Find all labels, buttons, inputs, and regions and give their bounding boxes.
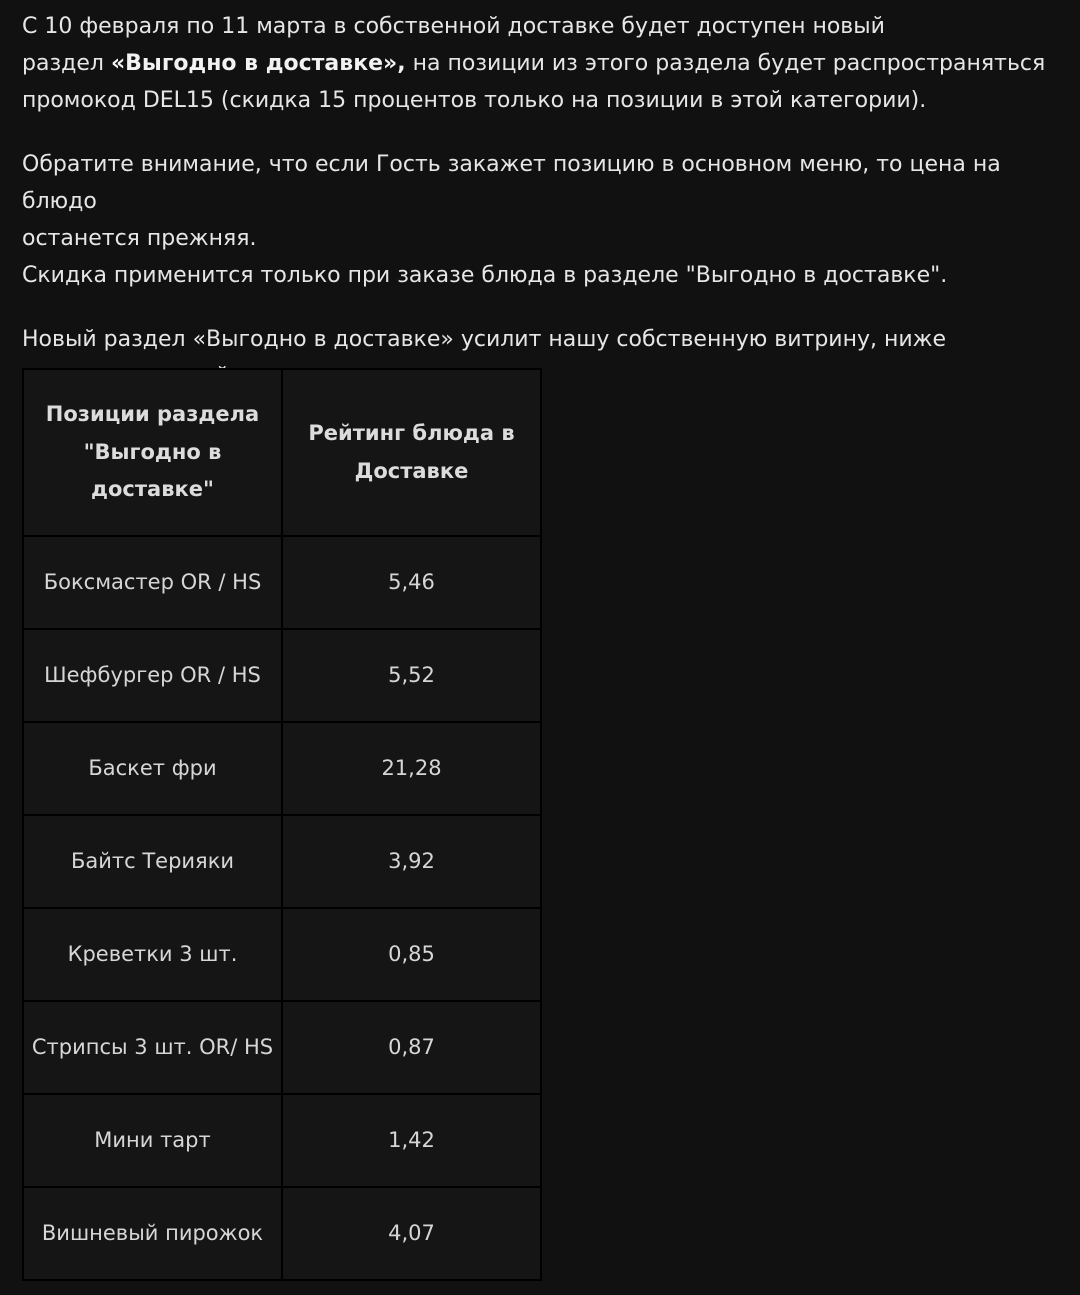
item-rating: 5,52 bbox=[282, 629, 541, 722]
ratings-table-container bbox=[22, 368, 540, 1281]
item-rating: 0,87 bbox=[282, 1001, 541, 1094]
item-rating: 1,42 bbox=[282, 1094, 541, 1187]
promo-line-2-start: раздел bbox=[22, 51, 111, 76]
item-name: Креветки 3 шт. bbox=[23, 908, 282, 1001]
table-row bbox=[23, 815, 541, 908]
table-row bbox=[23, 536, 541, 629]
notice-line-3: Скидка применится только при заказе блюда в разделе "Выгодно в доставке". bbox=[22, 263, 948, 288]
item-rating: 3,92 bbox=[282, 815, 541, 908]
item-name: Мини тарт bbox=[23, 1094, 282, 1187]
item-rating: 0,85 bbox=[282, 908, 541, 1001]
header-rating: Рейтинг блюда в Доставке bbox=[282, 369, 541, 536]
item-name: Шефбургер OR / HS bbox=[23, 629, 282, 722]
item-name: Вишневый пирожок bbox=[23, 1187, 282, 1280]
item-rating: 5,46 bbox=[282, 536, 541, 629]
table-row bbox=[23, 629, 541, 722]
table-row bbox=[23, 1187, 541, 1280]
section-name-bold: «Выгодно в доставке», bbox=[110, 51, 406, 76]
intro-line-1: Новый раздел «Выгодно в доставке» усилит нашу собственную витрину, ниже bbox=[22, 327, 947, 352]
promo-line-2-end: на позиции из этого раздела будет распространяться bbox=[405, 51, 1046, 76]
table-row bbox=[23, 908, 541, 1001]
item-rating: 21,28 bbox=[282, 722, 541, 815]
paragraph-notice bbox=[22, 146, 1072, 294]
promo-line-3: промокод DEL15 (скидка 15 процентов только на позиции в этой категории). bbox=[22, 88, 927, 113]
document-body bbox=[22, 8, 1072, 395]
table-header-row bbox=[23, 369, 541, 536]
item-name: Байтс Терияки bbox=[23, 815, 282, 908]
notice-line-2: останется прежняя. bbox=[22, 226, 257, 251]
table-row bbox=[23, 722, 541, 815]
item-name: Баскет фри bbox=[23, 722, 282, 815]
table-row bbox=[23, 1001, 541, 1094]
table-row bbox=[23, 1094, 541, 1187]
ratings-table bbox=[22, 368, 542, 1281]
promo-line-1: С 10 февраля по 11 марта в собственной доставке будет доступен новый bbox=[22, 14, 885, 39]
paragraph-promo bbox=[22, 8, 1072, 119]
notice-line-1: Обратите внимание, что если Гость закажет позицию в основном меню, то цена на блюдо bbox=[22, 152, 1001, 214]
item-rating: 4,07 bbox=[282, 1187, 541, 1280]
item-name: Боксмастер OR / HS bbox=[23, 536, 282, 629]
item-name: Стрипсы 3 шт. OR/ HS bbox=[23, 1001, 282, 1094]
header-positions: Позиции раздела "Выгодно в доставке" bbox=[23, 369, 282, 536]
